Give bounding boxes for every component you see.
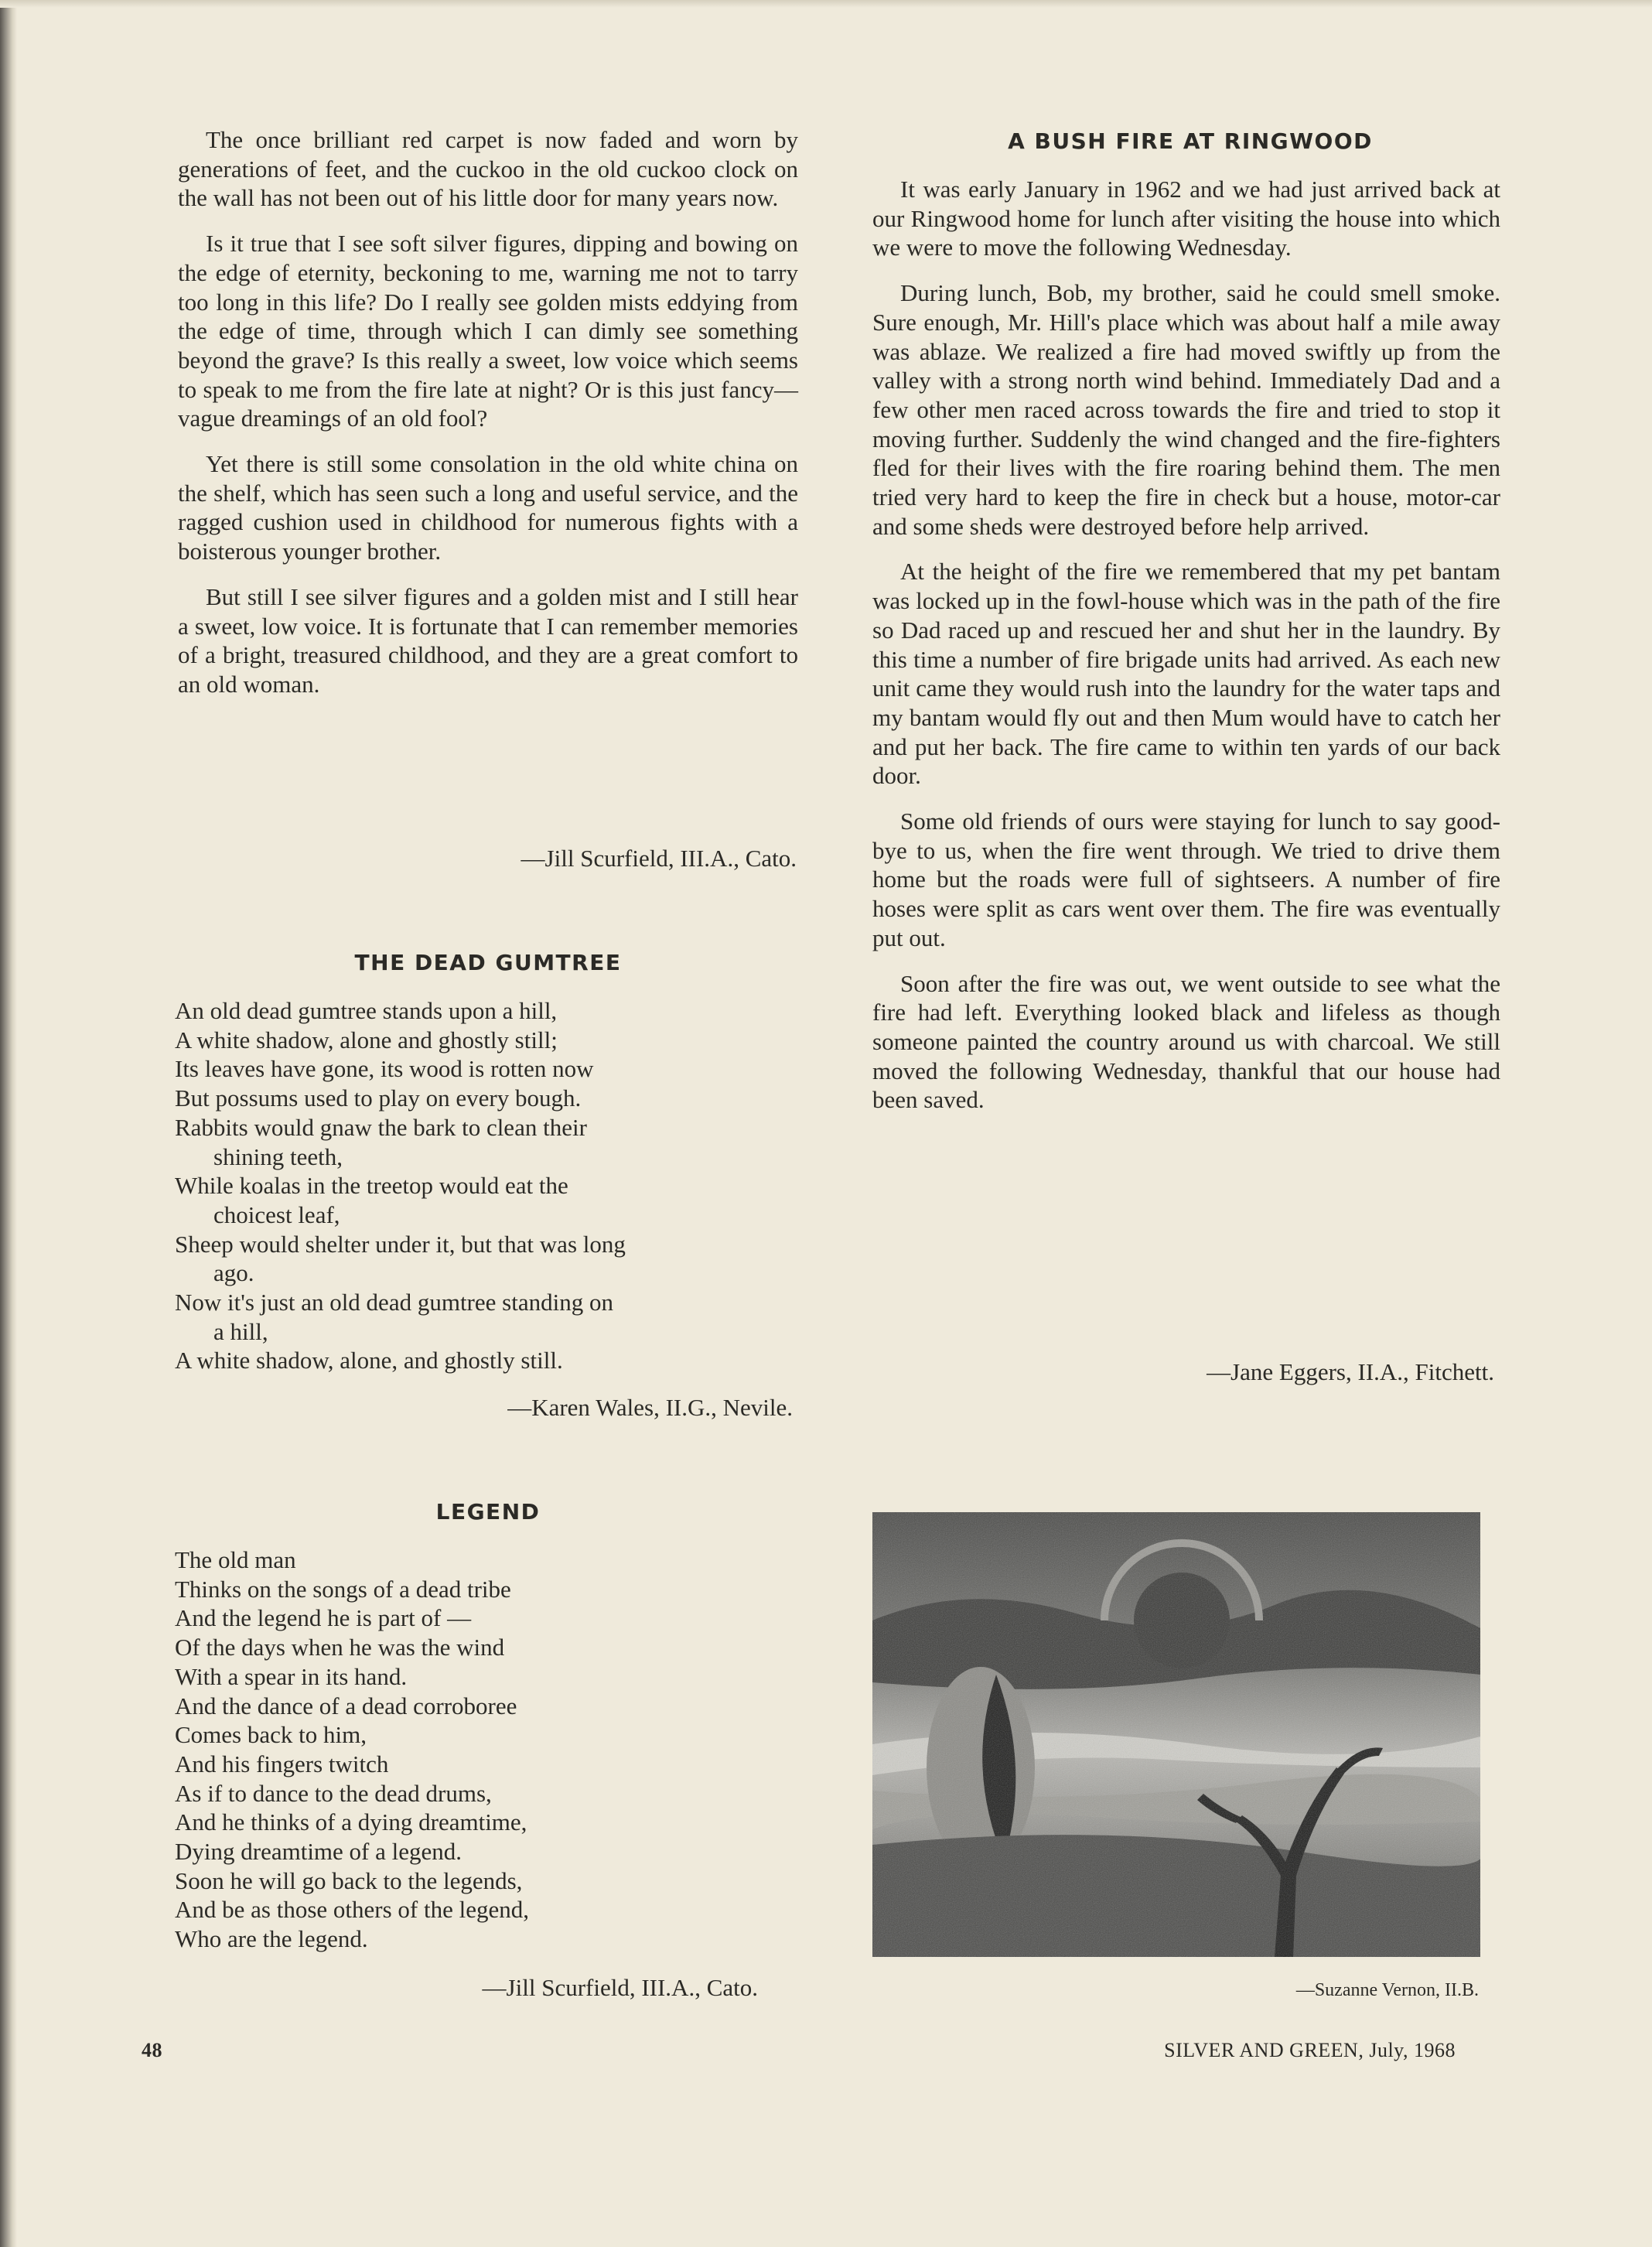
poem-line: a hill, <box>213 1317 268 1345</box>
poem-line: Soon he will go back to the legends, <box>175 1866 523 1894</box>
poem-line: choicest leaf, <box>213 1200 340 1228</box>
legend-poem <box>175 1545 800 1954</box>
poem-line: As if to dance to the dead drums, <box>175 1779 492 1807</box>
artwork-painting <box>872 1512 1480 1957</box>
poem-line: And his fingers twitch <box>175 1750 389 1777</box>
poem-line: Comes back to him, <box>175 1721 367 1749</box>
poem-line: And the legend he is part of — <box>175 1604 472 1632</box>
poem-line: ago. <box>213 1259 254 1287</box>
legend-title: LEGEND <box>435 1499 541 1525</box>
poem-line: Dying dreamtime of a legend. <box>175 1838 462 1866</box>
poem-line: An old dead gumtree stands upon a hill, <box>175 997 558 1024</box>
left-essay <box>178 125 798 715</box>
essay-paragraph: But still I see silver figures and a golden mist and I still hear a sweet, low voice. It is fortunate that I can remember memories of a bright, treasured childhood, and they are a great comfort to an old woman. <box>178 582 798 698</box>
poem-line: Of the days when he was the wind <box>175 1634 505 1661</box>
page-binding-edge <box>0 0 17 2247</box>
publication-footer: SILVER AND GREEN, July, 1968 <box>1164 2039 1456 2061</box>
page-top-shade <box>0 0 1652 8</box>
story-paragraph: It was early January in 1962 and we had just arrived back at our Ringwood home for lunch after visiting the house into which we were to move the following Wednesday. <box>872 176 1500 261</box>
story-paragraph: Soon after the fire was out, we went outside to see what the fire had left. Everything looked black and lifeless as though someone painted the country around us with charcoal. We still moved the following Wednesday, thankful that our house had been saved. <box>872 969 1500 1114</box>
poem-line: Its leaves have gone, its wood is rotten now <box>175 1055 594 1083</box>
poem-line: Now it's just an old dead gumtree standing on <box>175 1289 613 1316</box>
poem-line: Who are the legend. <box>175 1925 368 1953</box>
poem-line: shining teeth, <box>213 1142 343 1170</box>
poem-line: But possums used to play on every bough. <box>175 1084 582 1112</box>
poem-line: Thinks on the songs of a dead tribe <box>175 1575 511 1603</box>
gumtree-title: THE DEAD GUMTREE <box>354 950 622 975</box>
story-paragraph: Some old friends of ours were staying for lunch to say good-bye to us, when the fire went through. We tried to drive them home but the roads were full of sightseers. A number of fire hoses were split as cars went over them. The fire was eventually put out. <box>872 808 1500 951</box>
essay-paragraph: Is it true that I see soft silver figures, dipping and bowing on the edge of eternity, beckoning to me, warning me not to tarry too long in this life? Do I really see golden mists eddying from the edge of time, through which I can dimly see something beyond the grave? Is this really a sweet, low voice which seems to speak to me from the fire late at night? Or is this just fancy— vague dreamings of an old fool? <box>178 230 798 432</box>
bushfire-signature: —Jane Eggers, II.A., Fitchett. <box>1207 1358 1494 1385</box>
poem-line: And be as those others of the legend, <box>175 1896 529 1924</box>
poem-line: While koalas in the treetop would eat the <box>175 1172 568 1200</box>
poem-line: A white shadow, alone and ghostly still; <box>175 1026 558 1053</box>
bushfire-story <box>872 175 1500 1131</box>
bushfire-title: A BUSH FIRE AT RINGWOOD <box>1008 128 1373 154</box>
story-paragraph: During lunch, Bob, my brother, said he could smell smoke. Sure enough, Mr. Hill's place which was about half a mile away was ablaze. We realized a fire had moved swiftly up from the valley with a strong north wind behind. Immediately Dad and a few other men raced across towards the fire and tried to stop it moving further. Suddenly the wind changed and the fire-fighters fled for their lives with the fire roaring behind them. The men tried very hard to keep the fire in check but a house, motor-car and some sheds were destroyed before help arrived. <box>872 279 1500 540</box>
student-artwork <box>872 1512 1480 1957</box>
legend-signature: —Jill Scurfield, III.A., Cato. <box>482 1974 758 2001</box>
essay-paragraph: The once brilliant red carpet is now faded and worn by generations of feet, and the cuckoo in the old cuckoo clock on the wall has not been out of his little door for many years now. <box>178 126 798 212</box>
essay-signature: —Jill Scurfield, III.A., Cato. <box>521 845 797 872</box>
gumtree-signature: —Karen Wales, II.G., Nevile. <box>507 1394 793 1421</box>
story-paragraph: At the height of the fire we remembered that my pet bantam was locked up in the fowl-house which was in the path of the fire so Dad raced up and rescued her and shut her in the laundry. By this time a number of fire brigade units had arrived. As each new unit came they would rush into the laundry for the water taps and my bantam would fly out and then Mum would have to catch her and put her back. The fire came to within ten yards of our back door. <box>872 558 1500 790</box>
poem-line: Rabbits would gnaw the bark to clean their <box>175 1113 587 1141</box>
poem-line: And he thinks of a dying dreamtime, <box>175 1808 527 1836</box>
gumtree-poem <box>175 996 800 1375</box>
poem-line: A white shadow, alone, and ghostly still. <box>175 1347 563 1374</box>
poem-line: Sheep would shelter under it, but that was long <box>175 1230 626 1258</box>
poem-line: And the dance of a dead corroboree <box>175 1692 517 1719</box>
page-number: 48 <box>142 2039 162 2061</box>
poem-line: The old man <box>175 1546 296 1573</box>
essay-paragraph: Yet there is still some consolation in the old white china on the shelf, which has seen such a long and useful service, and the ragged cushion used in childhood for numerous fights with a boisterous younger brother. <box>178 450 798 565</box>
artwork-caption: —Suzanne Vernon, II.B. <box>1295 1980 1479 2000</box>
poem-line: With a spear in its hand. <box>175 1662 408 1690</box>
